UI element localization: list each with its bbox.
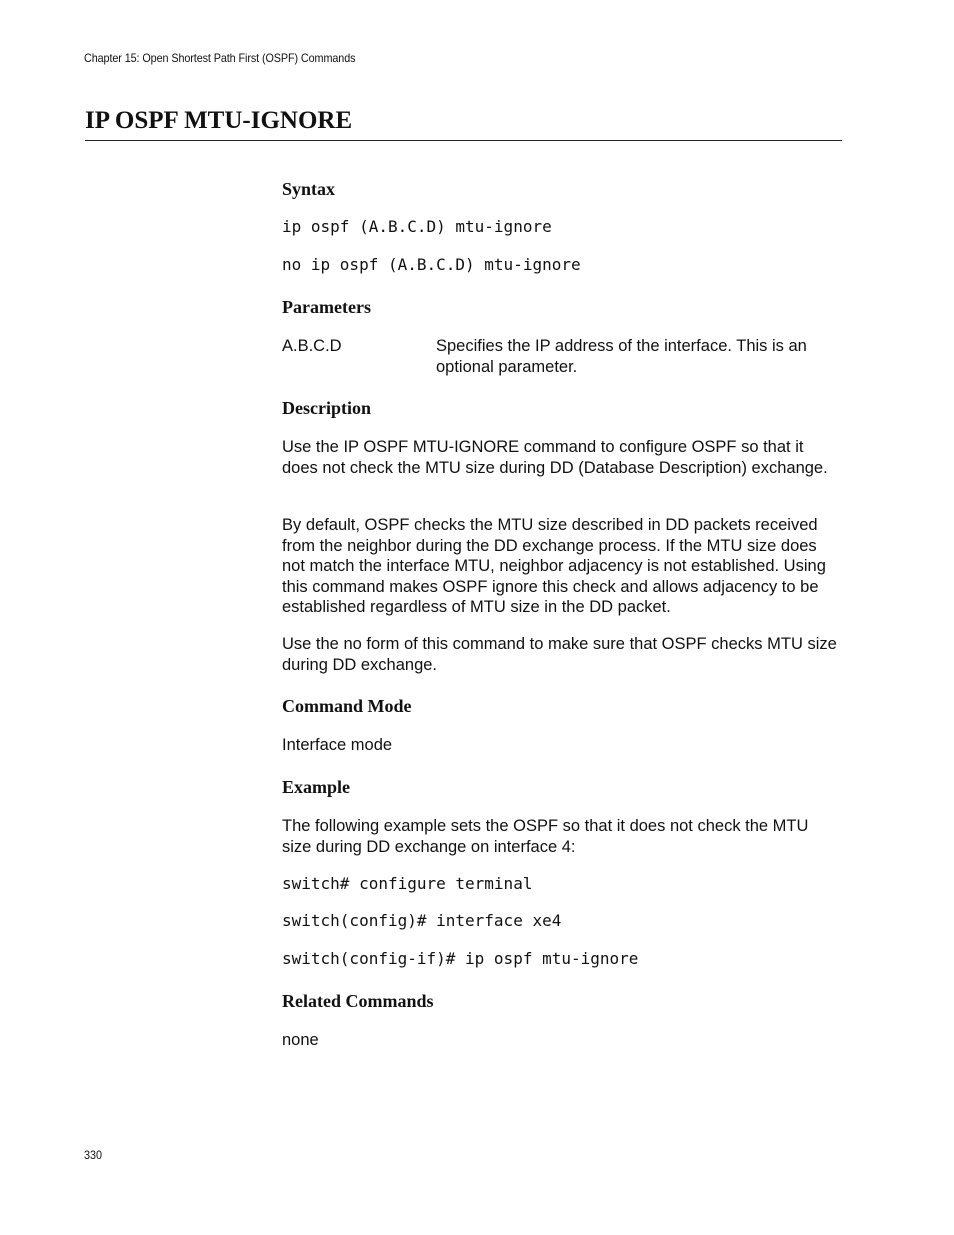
example-code-line: switch(config-if)# ip ospf mtu-ignore xyxy=(282,949,639,968)
command-mode-text: Interface mode xyxy=(282,736,393,754)
syntax-heading: Syntax xyxy=(282,179,336,199)
page-title: IP OSPF MTU-IGNORE xyxy=(85,107,353,134)
example-code-line: switch(config)# interface xe4 xyxy=(282,911,562,930)
description-paragraph: Use the no form of this command to make sure that OSPF checks MTU size during DD exchange. xyxy=(282,635,837,674)
command-mode-heading: Command Mode xyxy=(282,696,412,716)
page-number: 330 xyxy=(84,1148,103,1162)
example-code-line: switch# configure terminal xyxy=(282,874,533,893)
syntax-line-no-form: no ip ospf (A.B.C.D) mtu-ignore xyxy=(282,255,581,274)
related-commands-text: none xyxy=(282,1031,319,1049)
related-commands-heading: Related Commands xyxy=(282,991,434,1011)
description-heading: Description xyxy=(282,398,371,418)
running-header: Chapter 15: Open Shortest Path First (OSPF) Commands xyxy=(84,51,356,65)
description-paragraph: Use the IP OSPF MTU-IGNORE command to configure OSPF so that it does not check the MTU size during DD (Database Description) exchange. xyxy=(282,438,828,477)
title-rule xyxy=(85,140,842,141)
parameter-description: Specifies the IP address of the interface. This is an optional parameter. xyxy=(436,337,807,376)
example-intro: The following example sets the OSPF so that it does not check the MTU size during DD exchange on interface 4: xyxy=(282,817,809,856)
example-heading: Example xyxy=(282,777,351,797)
syntax-line: ip ospf (A.B.C.D) mtu-ignore xyxy=(282,217,552,236)
parameter-name: A.B.C.D xyxy=(282,337,342,355)
description-paragraph: By default, OSPF checks the MTU size described in DD packets received from the neighbor during the DD exchange process. If the MTU size does not match the interface MTU, neighbor adjacency is not established. Using this command makes OSPF ignore this check and allows adjacency to be established regardless of MTU size in the DD packet. xyxy=(282,516,826,616)
parameters-heading: Parameters xyxy=(282,297,371,317)
